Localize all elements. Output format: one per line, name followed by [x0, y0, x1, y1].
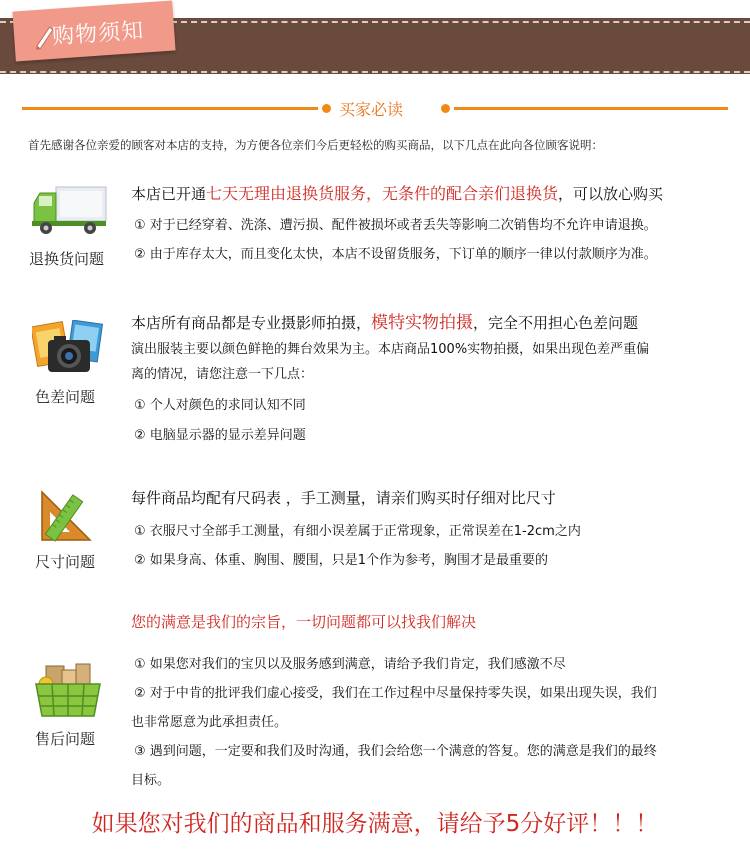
intro-text: 首先感谢各位亲爱的顾客对本店的支持，为方便各位亲们今后更轻松的购买商品，以下几点在此向各位顾客说明：	[28, 138, 603, 152]
camera-photos-icon	[32, 320, 104, 376]
divider-dot-left	[322, 104, 331, 113]
size-heading: 每件商品均配有尺码表 ，手工测量，请亲们购买时仔细对比尺寸	[131, 489, 556, 507]
page-title: 购物须知	[51, 18, 146, 50]
aftersales-item-1: ① 如果您对我们的宝贝以及服务感到满意，请给予我们肯定，我们感激不尽	[134, 657, 566, 672]
returns-heading	[131, 181, 663, 204]
section-title: 买家必读	[339, 100, 404, 119]
size-item-1: ① 衣服尺寸全部手工测量，有细小误差属于正常现象，正常误差在1-2cm之内	[134, 524, 581, 539]
color-heading-pre: 本店所有商品都是专业摄影师拍摄，	[131, 314, 372, 332]
ruler-triangle-icon	[38, 486, 102, 544]
returns-heading-post: ，可以放心购买	[558, 185, 664, 203]
returns-item-2: ② 由于库存太大，而且变化太快，本店不设留货服务，下订单的顺序一律以付款顺序为准。	[134, 247, 657, 262]
color-heading-highlight: 模特实物拍摄	[371, 313, 474, 333]
section-label-color: 色差问题	[35, 388, 96, 406]
color-desc-2: 离的情况，请您注意一下几点：	[131, 367, 314, 382]
color-item-1: ① 个人对颜色的求同认知不同	[134, 398, 306, 413]
color-desc-1: 演出服装主要以颜色鲜艳的舞台效果为主。本店商品100%实物拍摄，如果出现色差严重偏	[131, 342, 650, 357]
aftersales-heading: 您的满意是我们的宗旨，一切问题都可以找我们解决	[131, 613, 477, 631]
divider-right	[454, 107, 728, 110]
aftersales-item-3-cont: 目标。	[131, 773, 171, 788]
shopping-basket-icon	[32, 662, 104, 720]
aftersales-item-2: ② 对于中肯的批评我们虚心接受，我们在工作过程中尽量保持零失误，如果出现失误，我们	[134, 686, 657, 701]
size-item-2: ② 如果身高、体重、胸围、腰围，只是1个作为参考，胸围才是最重要的	[134, 553, 549, 568]
divider-dot-right	[441, 104, 450, 113]
color-heading	[131, 308, 638, 333]
section-label-aftersales: 售后问题	[35, 730, 96, 748]
aftersales-item-2-cont: 也非常愿意为此承担责任。	[131, 715, 288, 730]
section-title-rule	[22, 96, 728, 120]
section-label-returns: 退换货问题	[29, 250, 105, 268]
banner-stitch-bottom	[0, 71, 750, 73]
aftersales-item-3: ③ 遇到问题，一定要和我们及时沟通，我们会给您一个满意的答复。您的满意是我们的最终	[134, 744, 657, 759]
color-heading-post: ，完全不用担心色差问题	[473, 314, 639, 332]
divider-left	[22, 107, 318, 110]
footer-rating-request: 如果您对我们的商品和服务满意，请给予5分好评！！！	[91, 811, 659, 837]
color-item-2: ② 电脑显示器的显示差异问题	[134, 428, 306, 443]
delivery-truck-icon	[30, 185, 108, 237]
returns-heading-highlight: 七天无理由退换货服务，无条件的配合亲们退换货	[206, 184, 559, 203]
section-label-size: 尺寸问题	[35, 553, 96, 571]
returns-heading-pre: 本店已开通	[131, 185, 207, 203]
returns-item-1: ① 对于已经穿着、洗涤、遭污损、配件被损坏或者丢失等影响二次销售均不允许申请退换。	[134, 218, 657, 233]
